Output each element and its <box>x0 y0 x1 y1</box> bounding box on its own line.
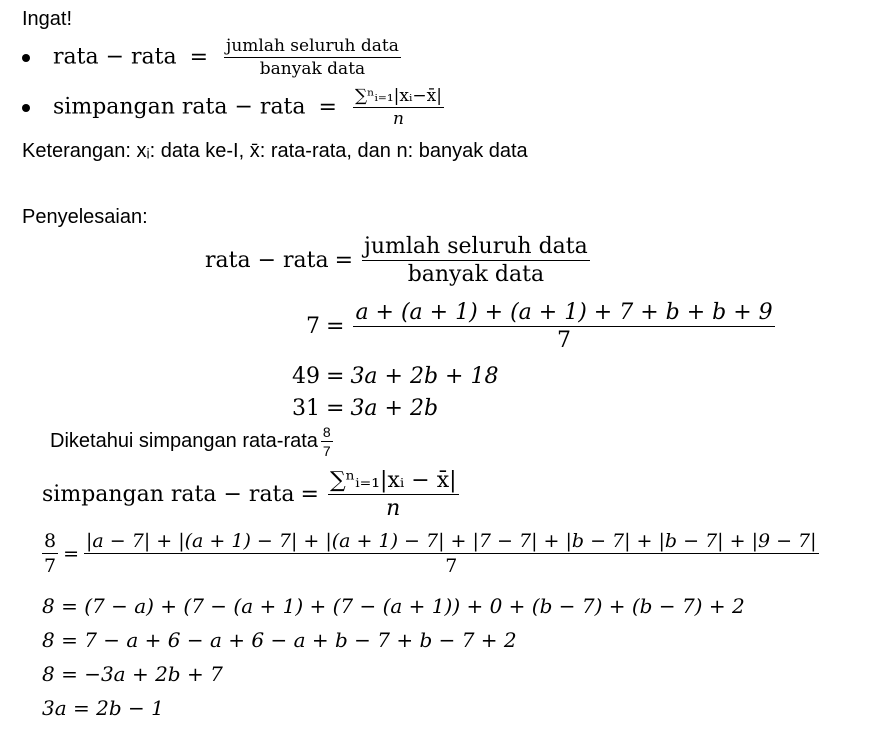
reminder-title: Ingat! <box>22 8 73 30</box>
mean-line-3-lhs: 49 <box>292 364 320 389</box>
given-text: Diketahui simpangan rata-rata <box>50 430 318 452</box>
mean-line-4-lhs: 31 <box>292 396 320 421</box>
given-num: 8 <box>322 424 331 440</box>
mad-line-1-fraction <box>328 468 459 521</box>
mad-line-2-fraction <box>84 530 819 577</box>
mean-fraction <box>224 36 401 79</box>
equals-sign: = <box>326 396 345 421</box>
mad-line-1-lhs: simpangan rata − rata <box>42 482 295 507</box>
mean-denominator: banyak data <box>259 59 366 79</box>
mean-formula <box>22 36 404 79</box>
equals-sign: = <box>326 314 345 339</box>
mad-fraction <box>353 86 444 129</box>
legend-text: Keterangan: xᵢ: data ke-I, x̄: rata-rata, dan n: banyak data <box>22 140 528 162</box>
mean-line-1 <box>205 234 593 287</box>
mean-line-2-fraction <box>353 300 774 353</box>
equals-sign: = <box>334 248 354 273</box>
bullet-icon <box>22 104 30 112</box>
mean-line-1-num: jumlah seluruh data <box>364 234 588 259</box>
equals-sign: = <box>300 482 319 507</box>
given-statement <box>50 424 336 459</box>
mean-line-4-rhs: 3a + 2b <box>350 396 439 421</box>
mad-formula-lhs: simpangan rata − rata <box>53 94 306 120</box>
mad-line-2-lhs-fraction <box>42 530 58 577</box>
mad-line-2-den: 7 <box>445 555 458 577</box>
mad-line-1-num: ∑ⁿᵢ₌₁|xᵢ − x̄| <box>329 468 457 493</box>
equals-sign: = <box>326 364 345 389</box>
equals-sign: = <box>63 542 80 565</box>
equals-sign: = <box>318 94 337 120</box>
mad-line-3: 8 = (7 − a) + (7 − (a + 1) + (7 − (a + 1)) + 0 + (b − 7) + (b − 7) + 2 <box>42 594 745 618</box>
mad-line-2-lhs-num: 8 <box>44 530 57 552</box>
given-den: 7 <box>322 443 331 459</box>
solution-title: Penyelesaian: <box>22 206 148 228</box>
equals-sign: = <box>189 44 209 70</box>
mean-line-2-lhs: 7 <box>306 314 320 339</box>
mad-line-2-num: |a − 7| + |(a + 1) − 7| + |(a + 1) − 7| + |7 − 7| + |b − 7| + |b − 7| + |9 − 7| <box>86 530 817 552</box>
mean-formula-lhs: rata − rata <box>53 44 177 70</box>
given-fraction <box>321 424 333 459</box>
mad-numerator: ∑ⁿᵢ₌₁|xᵢ−x̄| <box>354 86 442 106</box>
mean-line-2 <box>306 300 778 353</box>
mad-formula <box>22 86 447 129</box>
mad-line-2 <box>42 530 822 577</box>
mad-line-5: 8 = −3a + 2b + 7 <box>42 662 223 686</box>
mean-line-1-fraction <box>362 234 590 287</box>
mad-line-4: 8 = 7 − a + 6 − a + 6 − a + b − 7 + b − 7 + 2 <box>42 628 517 652</box>
mean-line-2-num: a + (a + 1) + (a + 1) + 7 + b + b + 9 <box>355 300 773 325</box>
mean-line-4 <box>292 396 438 421</box>
mad-line-2-lhs-den: 7 <box>44 555 57 577</box>
mad-line-1 <box>42 468 462 521</box>
mean-line-1-lhs: rata − rata <box>205 248 329 273</box>
mean-line-3 <box>292 364 498 389</box>
mean-line-1-den: banyak data <box>407 262 545 287</box>
bullet-icon <box>22 54 30 62</box>
mad-line-1-den: n <box>386 496 401 521</box>
mad-line-6: 3a = 2b − 1 <box>42 696 164 720</box>
mean-line-3-rhs: 3a + 2b + 18 <box>350 364 499 389</box>
mean-numerator: jumlah seluruh data <box>226 36 399 56</box>
mean-line-2-den: 7 <box>557 328 572 353</box>
mad-denominator: n <box>392 109 404 129</box>
